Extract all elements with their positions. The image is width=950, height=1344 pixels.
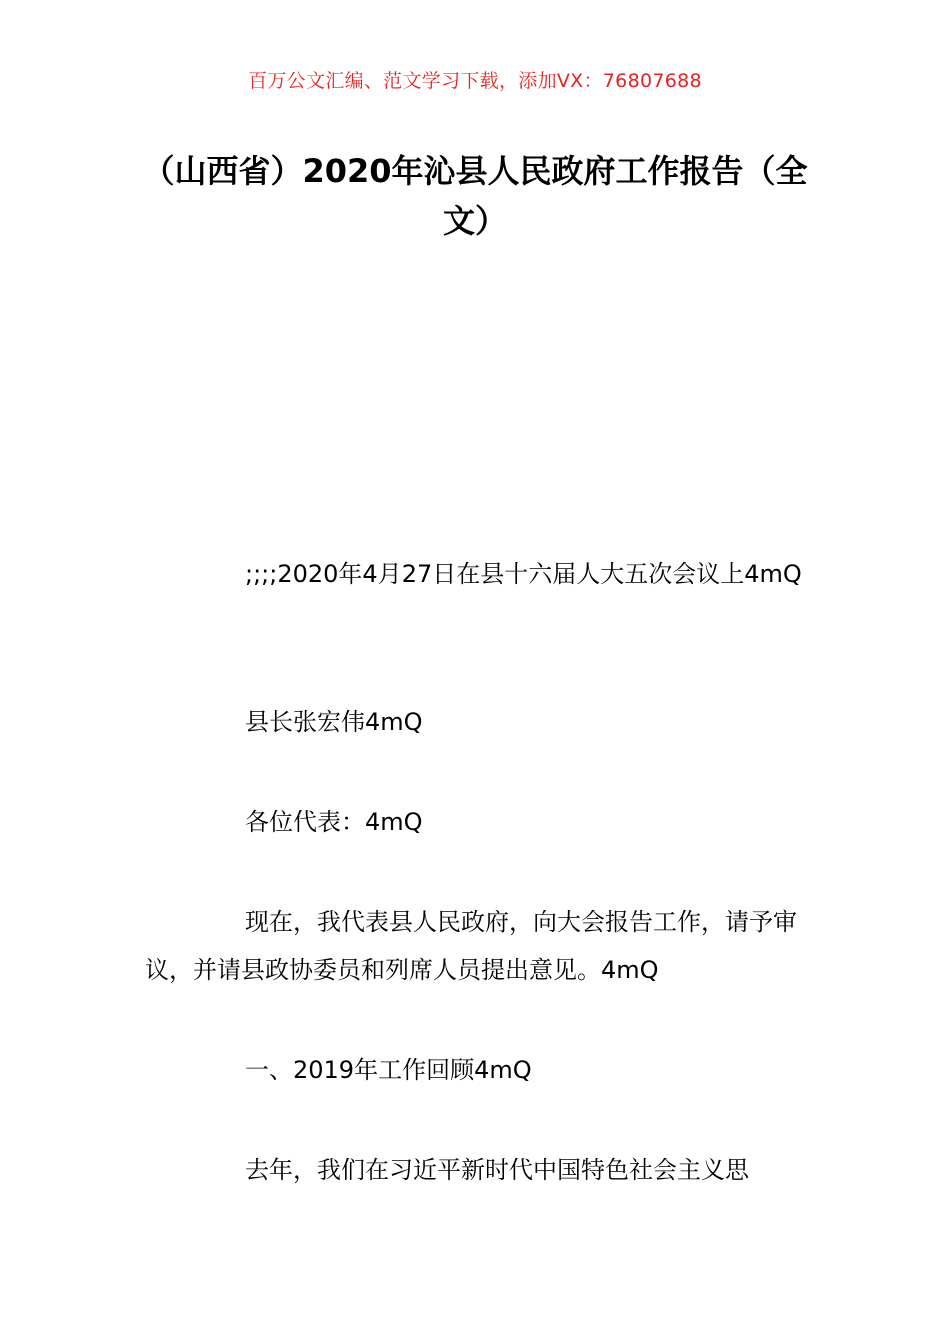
paragraph-intro: 现在，我代表县人民政府，向大会报告工作，请予审议，并请县政协委员和列席人员提出意见。4mQ: [145, 908, 797, 984]
promo-header-note: 百万公文汇编、范文学习下载，添加VX：76807688: [248, 70, 702, 92]
section-heading-review: 一、2019年工作回顾4mQ: [245, 1056, 532, 1084]
document-title: （山西省）2020年沁县人民政府工作报告（全文）: [142, 152, 808, 240]
paragraph-review-start: 去年，我们在习近平新时代中国特色社会主义思: [245, 1156, 749, 1184]
paragraph-date-meeting: ;;;;2020年4月27日在县十六届人大五次会议上4mQ: [245, 560, 802, 588]
paragraph-salutation: 各位代表：4mQ: [245, 808, 423, 836]
paragraph-speaker: 县长张宏伟4mQ: [245, 708, 423, 736]
